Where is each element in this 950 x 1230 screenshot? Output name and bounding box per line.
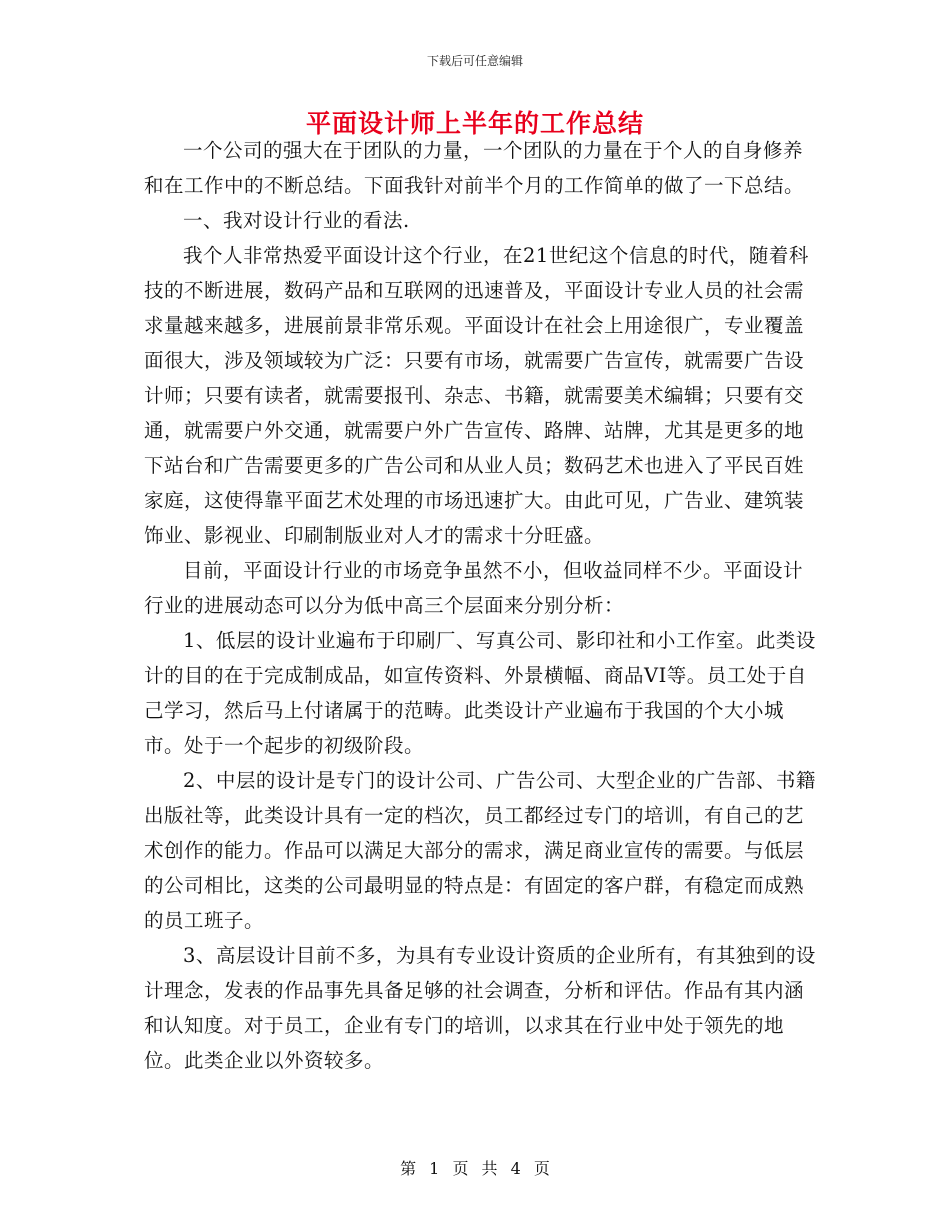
paragraph-market-overview: 目前，平面设计行业的市场竞争虽然不小，但收益同样不少。平面设计行业的进展动态可以分为低中高三个层面来分别分析： [144, 559, 804, 617]
paragraph-industry-view: 我个人非常热爱平面设计这个行业，在21世纪这个信息的时代，随着科技的不断进展，数码产品和互联网的迅速普及，平面设计专业人员的社会需求量越来越多，进展前景非常乐观。平面设计在社会上用途很广，专业覆盖面很大，涉及领域较为广泛：只要有市场，就需要广告宣传，就需要广告设计师；只要有读者，就需要报刊、杂志、书籍，就需要美术编辑；只要有交通，就需要户外交通，就需要户外广告宣传、路牌、站牌，尤其是更多的地下站台和广告需要更多的广告公司和从业人员；数码艺术也进入了平民百姓家庭，这使得靠平面艺术处理的市场迅速扩大。由此可见，广告业、建筑装饰业、影视业、印刷制版业对人才的需求十分旺盛。 [144, 244, 809, 547]
paragraph-low-level: 1、低层的设计业遍布于印刷厂、写真公司、影印社和小工作室。此类设计的目的在于完成制成品，如宣传资料、外景横幅、商品VI等。员工处于自己学习，然后马上付诸属于的范畴。此类设计产业遍布于我国的个大小城市。处于一个起步的初级阶段。 [144, 629, 816, 757]
paragraph-mid-level: 2、中层的设计是专门的设计公司、广告公司、大型企业的广告部、书籍出版社等，此类设计具有一定的档次，员工都经过专门的培训，有自己的艺术创作的能力。作品可以满足大部分的需求，满足商业宣传的需要。与低层的公司相比，这类的公司最明显的特点是：有固定的客户群，有稳定而成熟的员工班子。 [144, 769, 816, 932]
document-body [144, 133, 816, 1078]
paragraph-high-level: 3、高层设计目前不多，为具有专业设计资质的企业所有，有其独到的设计理念，发表的作品事先具备足够的社会调查，分析和评估。作品有其内涵和认知度。对于员工，企业有专门的培训，以求其在行业中处于领先的地位。此类企业以外资较多。 [144, 944, 816, 1072]
document-title: 平面设计师上半年的工作总结 [305, 109, 644, 138]
paragraph-intro: 一个公司的强大在于团队的力量，一个团队的力量在于个人的自身修养和在工作中的不断总结。下面我针对前半个月的工作简单的做了一下总结。 [144, 139, 805, 197]
page-header: 下载后可任意编辑 [426, 54, 523, 68]
paragraph-section-heading: 一、我对设计行业的看法. [183, 209, 410, 232]
page-footer: 第 1 页 共 4 页 [400, 1159, 550, 1178]
